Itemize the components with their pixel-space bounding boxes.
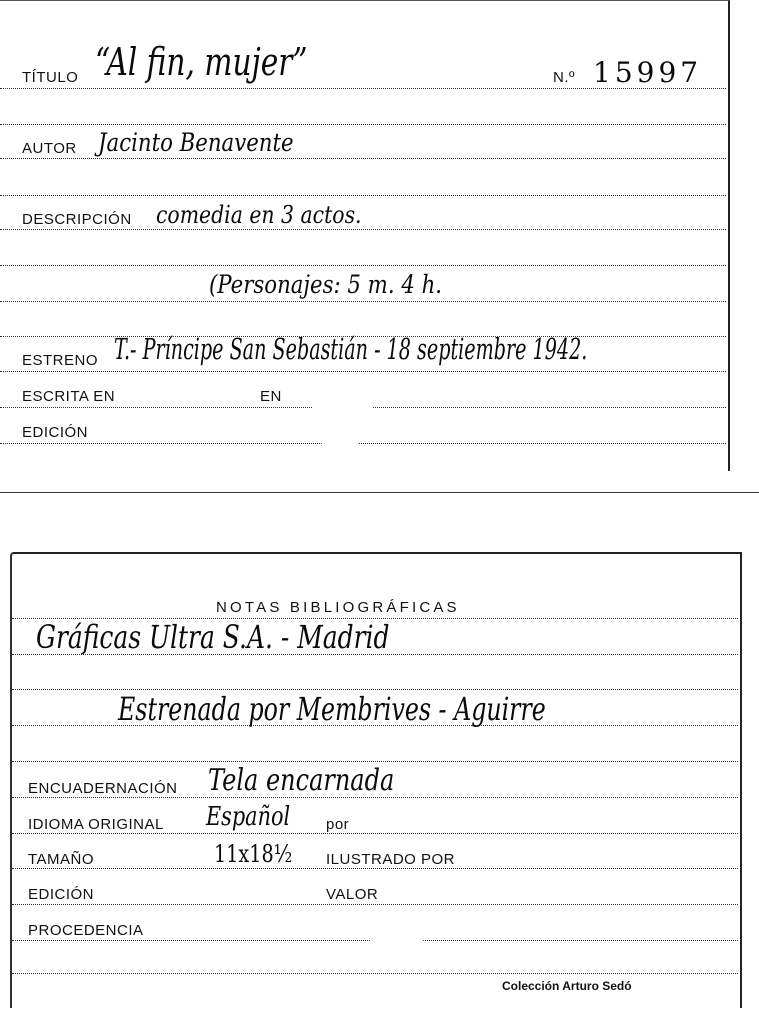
por-label: por <box>326 816 350 833</box>
personajes-value: (Personajes: 5 m. 4 h. <box>209 270 443 299</box>
autor-label: AUTOR <box>22 140 77 157</box>
tamano-label: TAMAÑO <box>28 851 95 868</box>
numero-label: N.º <box>553 69 575 86</box>
procedencia-label: PROCEDENCIA <box>28 922 144 939</box>
escrita-en-label: ESCRITA EN <box>22 388 116 405</box>
tamano-value: 11x18½ <box>214 840 293 868</box>
idioma-original-value: Español <box>206 802 291 832</box>
nota-imprenta: Gráficas Ultra S.A. - Madrid <box>36 618 390 656</box>
dotted-rule <box>12 973 738 974</box>
dotted-rule <box>12 833 738 834</box>
titulo-label: TÍTULO <box>22 69 79 86</box>
dotted-rule <box>0 301 726 302</box>
edicion-label: EDICIÓN <box>22 424 89 441</box>
dotted-rule <box>0 443 726 444</box>
dotted-rule <box>0 158 726 159</box>
valor-label: VALOR <box>326 886 379 903</box>
dotted-rule <box>0 229 726 230</box>
notas-bibliograficas-heading: NOTAS BIBLIOGRÁFICAS <box>216 599 460 616</box>
dotted-rule <box>0 195 726 196</box>
encuadernacion-value: Tela encarnada <box>208 763 395 798</box>
descripcion-value: comedia en 3 actos. <box>156 201 362 229</box>
dotted-rule <box>0 371 726 372</box>
dotted-rule <box>12 761 738 762</box>
ilustrado-por-label: ILUSTRADO POR <box>326 851 456 868</box>
encuadernacion-label: ENCUADERNACIÓN <box>28 780 178 797</box>
paper-smudge <box>320 432 360 448</box>
edicion-label-bottom: EDICIÓN <box>28 886 95 903</box>
estreno-label: ESTRENO <box>22 352 99 369</box>
autor-value: Jacinto Benavente <box>98 128 294 157</box>
descripcion-label: DESCRIPCIÓN <box>22 211 132 228</box>
en-label: EN <box>260 388 282 405</box>
collection-credit: Colección Arturo Sedó <box>502 979 632 993</box>
dotted-rule <box>12 904 738 905</box>
estreno-value: T.- Príncipe San Sebastián - 18 septiembre 1942. <box>114 332 588 366</box>
paper-smudge <box>312 398 372 418</box>
idioma-original-label: IDIOMA ORIGINAL <box>28 816 164 833</box>
nota-estreno: Estrenada por Membrives - Aguirre <box>118 690 546 728</box>
dotted-rule <box>0 124 726 125</box>
paper-smudge <box>368 912 426 952</box>
dotted-rule <box>12 868 738 869</box>
card-separator <box>0 492 759 493</box>
numero-value: 15997 <box>593 56 703 89</box>
titulo-value: “Al fin, mujer” <box>95 40 308 84</box>
dotted-rule <box>0 265 726 266</box>
